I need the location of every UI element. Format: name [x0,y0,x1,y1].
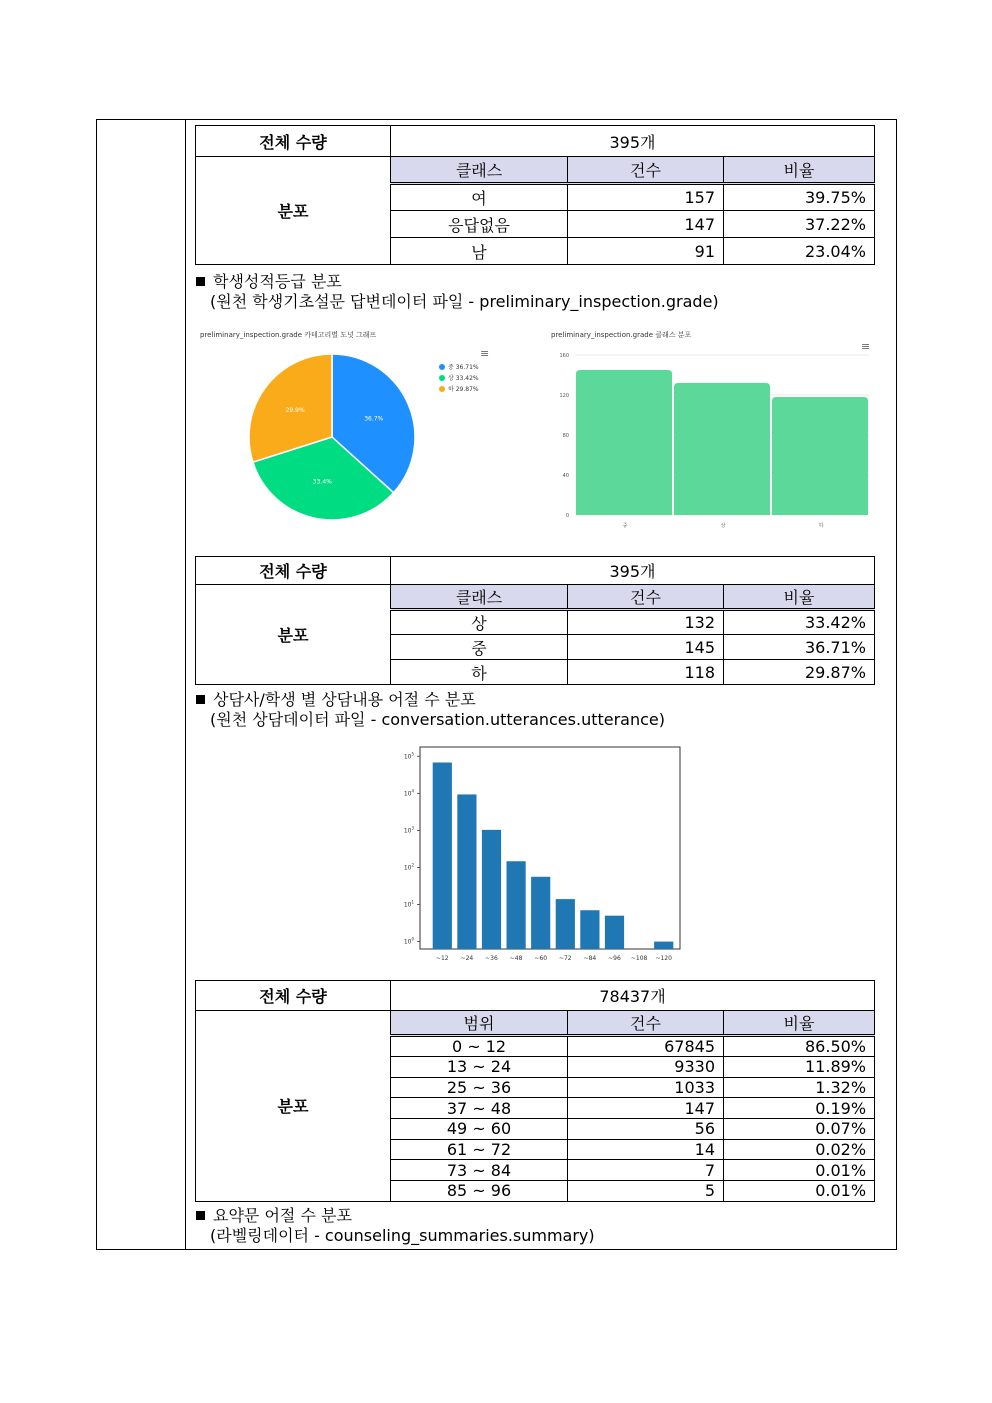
table-row: 37 ~ 48 147 0.19% [196,1098,875,1119]
grade-pie-chart [196,326,496,526]
bar-title: preliminary_inspection.grade 클래스 분포 [551,331,692,339]
y-tick-label: 0 [565,513,569,519]
bar-~72[interactable] [556,899,575,949]
x-tick-label: ~36 [485,955,498,962]
y-tick-label: $10^3$ [403,825,414,835]
section-source: (원천 학생기초설문 답변데이터 파일 - preliminary_inspection.grade) [210,292,719,311]
bullet-icon [196,1211,205,1220]
pie-title: preliminary_inspection.grade 카테고리별 도넛 그래프 [200,331,377,339]
x-tick-label: ~120 [655,955,672,962]
section-title: 요약문 어절 수 분포 [213,1206,352,1225]
section-title: 학생성적등급 분포 [213,272,342,291]
dist-label: 분포 [196,585,391,685]
header-count: 건수 [568,585,724,610]
bar-~24[interactable] [457,794,476,949]
section-grade [196,272,719,312]
gender-distribution-table [195,125,875,265]
bar-~12[interactable] [433,763,452,949]
bar-~84[interactable] [580,910,599,949]
slice-label: 29.9% [285,407,305,415]
dist-label: 분포 [196,1011,391,1202]
legend-item[interactable]: 중 36.71% [448,364,479,371]
total-label: 전체 수량 [196,126,391,157]
table-row: 73 ~ 84 7 0.01% [196,1160,875,1181]
section-title: 상담사/학생 별 상담내용 어절 수 분포 [213,690,476,709]
column-divider [185,120,186,1249]
bar-~60[interactable] [531,877,550,949]
x-tick-label: 중 [622,523,628,529]
table-row: 13 ~ 24 9330 11.89% [196,1057,875,1078]
table-row: 85 ~ 96 5 0.01% [196,1181,875,1202]
table-row: 25 ~ 36 1033 1.32% [196,1077,875,1098]
total-label: 전체 수량 [196,981,391,1011]
table-row: 49 ~ 60 56 0.07% [196,1119,875,1140]
menu-icon[interactable]: ≡ [861,340,871,353]
bar-상[interactable] [674,383,770,515]
table-row: 하 118 29.87% [196,660,875,685]
table-row: 응답없음 147 37.22% [196,211,875,238]
section-source: (원천 상담데이터 파일 - conversation.utterances.utterance) [210,710,666,729]
x-tick-label: ~24 [460,955,474,962]
utterance-range-table [195,980,875,1202]
total-value: 78437개 [391,981,875,1011]
x-tick-label: 상 [720,523,726,529]
bar-중[interactable] [576,370,672,515]
legend-marker [439,386,445,392]
header-class: 클래스 [391,157,568,184]
header-count: 건수 [568,1011,724,1036]
bullet-icon [196,277,205,286]
y-tick-label: $10^2$ [403,862,414,872]
x-tick-label: ~12 [435,955,449,962]
x-tick-label: ~108 [630,955,648,962]
table-row: 61 ~ 72 14 0.02% [196,1139,875,1160]
slice-label: 33.4% [312,478,332,486]
bar-~96[interactable] [605,916,624,949]
header-ratio: 비율 [724,585,875,610]
bar-~48[interactable] [507,861,526,949]
x-tick-label: ~72 [558,955,572,962]
x-tick-label: 하 [818,523,824,529]
header-ratio: 비율 [724,157,875,184]
table-row: 남 91 23.04% [196,238,875,265]
utterance-log-bar-chart [385,742,685,964]
y-tick-label: 160 [559,353,569,359]
table-row: 상 132 33.42% [196,610,875,635]
total-label: 전체 수량 [196,557,391,585]
y-tick-label: $10^4$ [403,788,414,798]
table-row: 0 ~ 12 67845 86.50% [196,1036,875,1057]
x-tick-label: ~96 [608,955,621,962]
slice-label: 36.7% [364,415,384,423]
section-summary [196,1206,595,1246]
y-tick-label: 80 [562,433,569,439]
y-tick-label: $10^5$ [403,751,414,761]
section-source: (라벨링데이터 - counseling_summaries.summary) [210,1226,595,1245]
bar-~120[interactable] [654,942,673,949]
total-value: 395개 [391,126,875,157]
grade-distribution-table [195,556,875,685]
header-class: 클래스 [391,585,568,610]
x-tick-label: ~48 [509,955,523,962]
header-range: 범위 [391,1011,568,1036]
header-count: 건수 [568,157,724,184]
y-tick-label: 120 [559,393,569,399]
menu-icon[interactable]: ≡ [480,347,490,360]
y-tick-label: $10^1$ [403,899,414,909]
bullet-icon [196,695,205,704]
table-row: 여 157 39.75% [196,184,875,211]
total-value: 395개 [391,557,875,585]
header-ratio: 비율 [724,1011,875,1036]
dist-label: 분포 [196,157,391,265]
bar-하[interactable] [772,397,868,515]
legend-marker [439,364,445,370]
table-row: 중 145 36.71% [196,635,875,660]
legend-item[interactable]: 하 29.87% [448,386,479,393]
legend-item[interactable]: 상 33.42% [448,375,479,382]
grade-bar-chart [547,326,877,538]
x-tick-label: ~60 [534,955,548,962]
legend-marker [439,375,445,381]
y-tick-label: $10^0$ [403,936,414,946]
y-tick-label: 40 [562,473,569,479]
x-tick-label: ~84 [583,955,597,962]
bar-~36[interactable] [482,830,501,949]
section-utterance [196,690,665,730]
